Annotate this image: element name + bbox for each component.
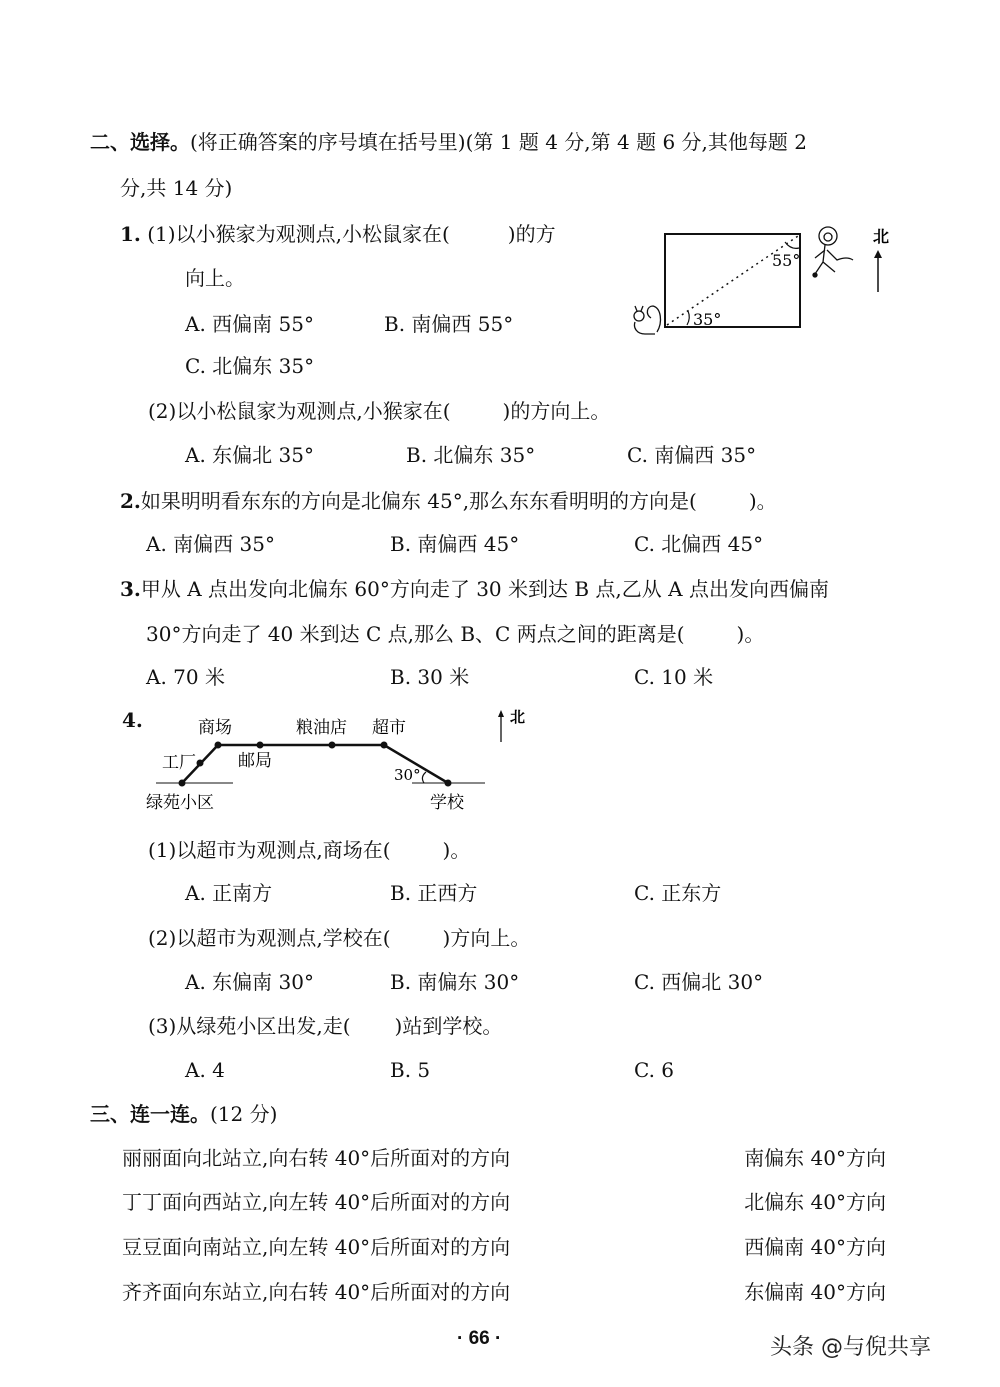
place-supermarket: 超市 — [372, 718, 406, 738]
sight-line — [667, 236, 801, 325]
q1-p1-option-c[interactable]: C. 北偏东 35° — [185, 354, 315, 378]
q2-line — [120, 489, 777, 513]
q3-text: 甲从 A 点出发向北偏东 60°方向走了 30 米到达 B 点,乙从 A 点出发向西偏南 — [140, 577, 829, 601]
q1-p2-text: 以小松鼠家为观测点,小猴家在( — [176, 399, 451, 423]
q4-p3-text: 从绿苑小区出发,走( — [176, 1014, 351, 1038]
q1-p1-label: (1) — [147, 222, 176, 246]
place-factory: 工厂 — [162, 753, 196, 773]
q4-p2-option-a[interactable]: A. 东偏南 30° — [185, 970, 314, 994]
match-right-item-4[interactable]: 东偏南 40°方向 — [744, 1280, 886, 1304]
q3-line2 — [146, 622, 764, 646]
match-right-item-2[interactable]: 北偏东 40°方向 — [744, 1190, 886, 1214]
q4-p1-option-b[interactable]: B. 正西方 — [390, 881, 478, 905]
angle-arc-bottom — [687, 311, 689, 325]
q1-p2-option-a[interactable]: A. 东偏北 35° — [185, 443, 314, 467]
north-label: 北 — [873, 227, 890, 246]
q2-option-c[interactable]: C. 北偏西 45° — [634, 532, 764, 556]
q4-p3-option-b[interactable]: B. 5 — [390, 1058, 431, 1082]
section-3-heading — [90, 1102, 277, 1126]
q1-p1-option-a[interactable]: A. 西偏南 55° — [185, 312, 314, 336]
q2-text-after: )。 — [748, 489, 777, 513]
q1-p1-text: 以小猴家为观测点,小松鼠家在( — [175, 222, 450, 246]
section-2-instructions-cont: 分,共 14 分) — [120, 176, 233, 200]
place-school: 学校 — [430, 793, 464, 813]
q4-p1-option-a[interactable]: A. 正南方 — [185, 881, 273, 905]
section-3-points: (12 分) — [210, 1102, 278, 1126]
place-grain-store: 粮油店 — [296, 718, 347, 738]
q3-text-2: 30°方向走了 40 米到达 C 点,那么 B、C 两点之间的距离是( — [146, 622, 685, 646]
q4-p1-text: 以超市为观测点,商场在( — [176, 838, 391, 862]
q3-option-c[interactable]: C. 10 米 — [634, 665, 714, 689]
angle-arc — [422, 772, 426, 783]
q1-p2-line — [148, 399, 610, 423]
q4-p1-option-c[interactable]: C. 正东方 — [634, 881, 722, 905]
q3-option-a[interactable]: A. 70 米 — [146, 665, 225, 689]
q2-option-a[interactable]: A. 南偏西 35° — [146, 532, 275, 556]
q3-line1 — [120, 577, 829, 601]
q4-p2-text-after: )方向上。 — [442, 926, 531, 950]
squirrel-icon — [634, 306, 660, 334]
match-right-item-1[interactable]: 南偏东 40°方向 — [744, 1146, 886, 1170]
q4-p3-option-a[interactable]: A. 4 — [185, 1058, 225, 1082]
q4-p2-line — [148, 926, 530, 950]
place-mall: 商场 — [198, 718, 232, 738]
q2-number: 2. — [120, 489, 141, 513]
angle-label: 30° — [394, 766, 421, 784]
watermark: 头条 @与倪共享 — [770, 1335, 931, 1360]
q4-p2-text: 以超市为观测点,学校在( — [176, 926, 391, 950]
match-right-item-3[interactable]: 西偏南 40°方向 — [744, 1235, 886, 1259]
q4-p3-option-c[interactable]: C. 6 — [634, 1058, 675, 1082]
q3-number: 3. — [120, 577, 141, 601]
place-lvyuan-community: 绿苑小区 — [146, 793, 214, 813]
north-arrow-icon — [874, 250, 882, 292]
q4-p2-label: (2) — [148, 926, 177, 950]
match-left-item-2[interactable]: 丁丁面向西站立,向左转 40°后所面对的方向 — [122, 1190, 511, 1214]
place-post-office: 邮局 — [238, 751, 272, 771]
q4-p3-text-after: )站到学校。 — [394, 1014, 503, 1038]
q1-p2-option-b[interactable]: B. 北偏东 35° — [406, 443, 536, 467]
q2-text: 如果明明看东东的方向是北偏东 45°,那么东东看明明的方向是( — [140, 489, 697, 513]
q4-p1-line — [148, 838, 470, 862]
q4-route-map — [140, 700, 540, 820]
q1-p1-line1 — [120, 222, 556, 246]
q1-p1-line2: 向上。 — [185, 266, 245, 290]
section-2-instructions: (将正确答案的序号填在括号里)(第 1 题 4 分,第 4 题 6 分,其他每题 2 — [190, 130, 807, 154]
q2-option-b[interactable]: B. 南偏西 45° — [390, 532, 520, 556]
page-number: · 66 · — [457, 1328, 502, 1349]
section-3-title: 三、连一连。 — [90, 1102, 210, 1126]
q4-p1-label: (1) — [148, 838, 177, 862]
angle-bottom-label: 35° — [693, 310, 722, 329]
q1-p1-option-b[interactable]: B. 南偏西 55° — [384, 312, 514, 336]
match-left-item-4[interactable]: 齐齐面向东站立,向右转 40°后所面对的方向 — [122, 1280, 511, 1304]
q3-text-after: )。 — [736, 622, 765, 646]
q1-figure — [625, 222, 895, 342]
q1-p2-text-after: )的方向上。 — [502, 399, 611, 423]
q1-p1-text-after: )的方 — [507, 222, 556, 246]
q1-number: 1. — [120, 222, 141, 246]
q4-p2-option-b[interactable]: B. 南偏东 30° — [390, 970, 520, 994]
north-label: 北 — [510, 708, 526, 726]
q4-p3-label: (3) — [148, 1014, 177, 1038]
north-arrow-icon — [498, 710, 504, 742]
angle-top-label: 55° — [772, 251, 801, 270]
q1-p2-option-c[interactable]: C. 南偏西 35° — [627, 443, 757, 467]
section-2-title: 二、选择。 — [90, 130, 190, 154]
q4-p2-option-c[interactable]: C. 西偏北 30° — [634, 970, 764, 994]
q4-number: 4. — [122, 708, 143, 732]
section-2-heading — [90, 130, 807, 154]
match-left-item-3[interactable]: 豆豆面向南站立,向左转 40°后所面对的方向 — [122, 1235, 511, 1259]
q3-option-b[interactable]: B. 30 米 — [390, 665, 470, 689]
match-left-item-1[interactable]: 丽丽面向北站立,向右转 40°后所面对的方向 — [122, 1146, 511, 1170]
monkey-icon — [813, 227, 853, 277]
q4-p3-line — [148, 1014, 502, 1038]
q1-p2-label: (2) — [148, 399, 177, 423]
q4-p1-text-after: )。 — [442, 838, 471, 862]
